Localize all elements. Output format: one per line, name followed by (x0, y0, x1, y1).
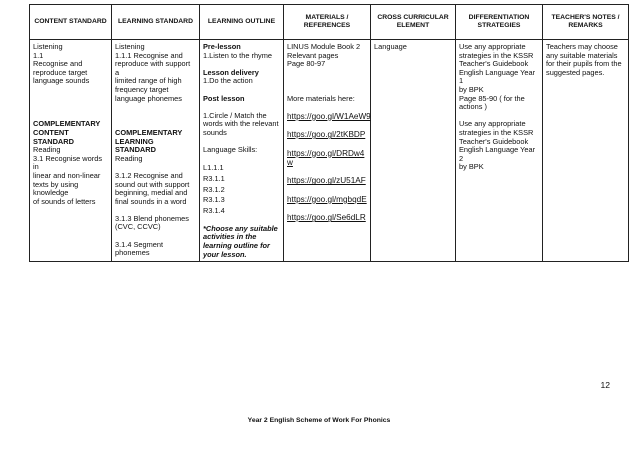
header-learning-standard: LEARNING STANDARD (112, 5, 200, 40)
text-line: Recognise and (33, 59, 83, 69)
text-line: Page 80-97 (287, 59, 326, 69)
table-header-row (30, 5, 629, 40)
text-line: 1.Circle / Match the (203, 110, 267, 120)
text-line: 3.1.4 Segment (115, 239, 164, 249)
text-line: strategies in the KSSR (459, 127, 534, 137)
complementary-heading: LEARNING STANDARD (115, 136, 156, 155)
text-line: phonemes (115, 248, 150, 258)
text-line: Teachers may choose (546, 42, 618, 51)
text-line: final sounds in a word (115, 196, 187, 206)
text-line: 1.1 (33, 50, 44, 60)
text-line: for their pupils from the (546, 59, 622, 69)
cross-curricular-cell (371, 40, 456, 262)
header-differentiation: DIFFERENTIATION STRATEGIES (456, 5, 543, 40)
text-line: English Language Year 2 (459, 145, 536, 163)
text-line: Language (374, 42, 407, 51)
text-line: actions ) (459, 102, 487, 112)
complementary-heading: CONTENT STANDARD (33, 127, 74, 146)
teachers-notes-cell (543, 40, 629, 262)
lesson-delivery-heading: Lesson delivery (203, 67, 259, 77)
text-line: words with the relevant (203, 119, 279, 129)
text-line: Listening (33, 42, 63, 51)
learning-outline-cell (200, 40, 284, 262)
text-line: strategies in the KSSR (459, 50, 534, 60)
table-row (30, 40, 629, 262)
content-standard-cell (30, 40, 112, 262)
page-number: 12 (600, 380, 610, 390)
text-line: texts by using knowledge (33, 179, 79, 198)
resource-link-continued[interactable]: w (287, 157, 293, 167)
text-line: 1.Do the action (203, 76, 253, 86)
text-line: 3.1 Recognise words in (33, 153, 103, 172)
skill-code: R3.1.2 (203, 184, 225, 194)
text-line: language sounds (33, 76, 90, 86)
differentiation-cell (456, 40, 543, 262)
text-line: More materials here: (287, 93, 355, 103)
header-teachers-notes: TEACHER'S NOTES / REMARKS (543, 5, 629, 40)
text-line: Page 85-90 ( for the (459, 93, 525, 103)
text-line: sounds (203, 127, 227, 137)
text-line: beginning, medial and (115, 188, 188, 198)
text-line: reproduce with support a (115, 59, 191, 77)
page-footer: Year 2 English Scheme of Work For Phonics (247, 417, 391, 424)
pre-lesson-heading: Pre-lesson (203, 42, 241, 51)
resource-link[interactable]: https://goo.gl/W1AeW9 (287, 111, 371, 121)
text-line: Listening (115, 42, 145, 51)
skill-code: L1.1.1 (203, 163, 224, 173)
skill-code: R3.1.3 (203, 195, 225, 205)
materials-cell (284, 40, 371, 262)
text-line: Language Skills: (203, 145, 258, 155)
resource-link[interactable]: https://goo.gl/2tKBDP (287, 130, 366, 140)
post-lesson-heading: Post lesson (203, 93, 245, 103)
text-line: frequency target (115, 84, 169, 94)
text-line: reproduce target (33, 67, 88, 77)
header-materials: MATERIALS / REFERENCES (284, 5, 371, 40)
text-line: Reading (115, 153, 143, 163)
text-line: linear and non-linear (33, 170, 101, 180)
text-line: (CVC, CCVC) (115, 222, 161, 232)
complementary-heading: COMPLEMENTARY (33, 119, 101, 129)
text-line: of sounds of letters (33, 196, 96, 206)
text-line: limited range of high (115, 76, 182, 86)
text-line: Relevant pages (287, 50, 339, 60)
text-line: sound out with support (115, 179, 190, 189)
text-line: 1.Listen to the rhyme (203, 50, 273, 60)
text-line: 3.1.2 Recognise and (115, 170, 183, 180)
scheme-of-work-table (29, 4, 629, 262)
lesson-note: *Choose any suitable (203, 223, 278, 233)
text-line: Use any appropriate (459, 42, 526, 51)
text-line: language phonemes (115, 93, 182, 103)
lesson-note: activities in the (203, 232, 257, 242)
lesson-note: your lesson. (203, 249, 247, 259)
skill-code: R3.1.1 (203, 173, 225, 183)
text-line: Use any appropriate (459, 119, 526, 129)
header-learning-outline: LEARNING OUTLINE (200, 5, 284, 40)
text-line: any suitable materials (546, 50, 618, 60)
skill-code: R3.1.4 (203, 205, 225, 215)
header-content-standard: CONTENT STANDARD (30, 5, 112, 40)
text-line: by BPK (459, 162, 484, 172)
resource-link[interactable]: https://goo.gl/DRDw4 (287, 148, 365, 158)
text-line: Teacher's Guidebook (459, 59, 529, 69)
text-line: suggested pages. (546, 67, 605, 77)
lesson-note: learning outline for (203, 241, 270, 251)
complementary-heading: COMPLEMENTARY (115, 127, 183, 137)
text-line: Reading (33, 145, 61, 155)
text-line: by BPK (459, 84, 484, 94)
text-line: LINUS Module Book 2 (287, 42, 361, 51)
text-line: Teacher's Guidebook (459, 136, 529, 146)
learning-standard-cell (112, 40, 200, 262)
text-line: 1.1.1 Recognise and (115, 50, 183, 60)
resource-link[interactable]: https://goo.gl/Se6dLR (287, 213, 366, 223)
resource-link[interactable]: https://goo.gl/mgbqdE (287, 194, 367, 204)
text-line: English Language Year 1 (459, 67, 536, 86)
header-cross-curricular: CROSS CURRICULAR ELEMENT (371, 5, 456, 40)
resource-link[interactable]: https://goo.gl/zU51AF (287, 176, 366, 186)
text-line: 3.1.3 Blend phonemes (115, 213, 189, 223)
